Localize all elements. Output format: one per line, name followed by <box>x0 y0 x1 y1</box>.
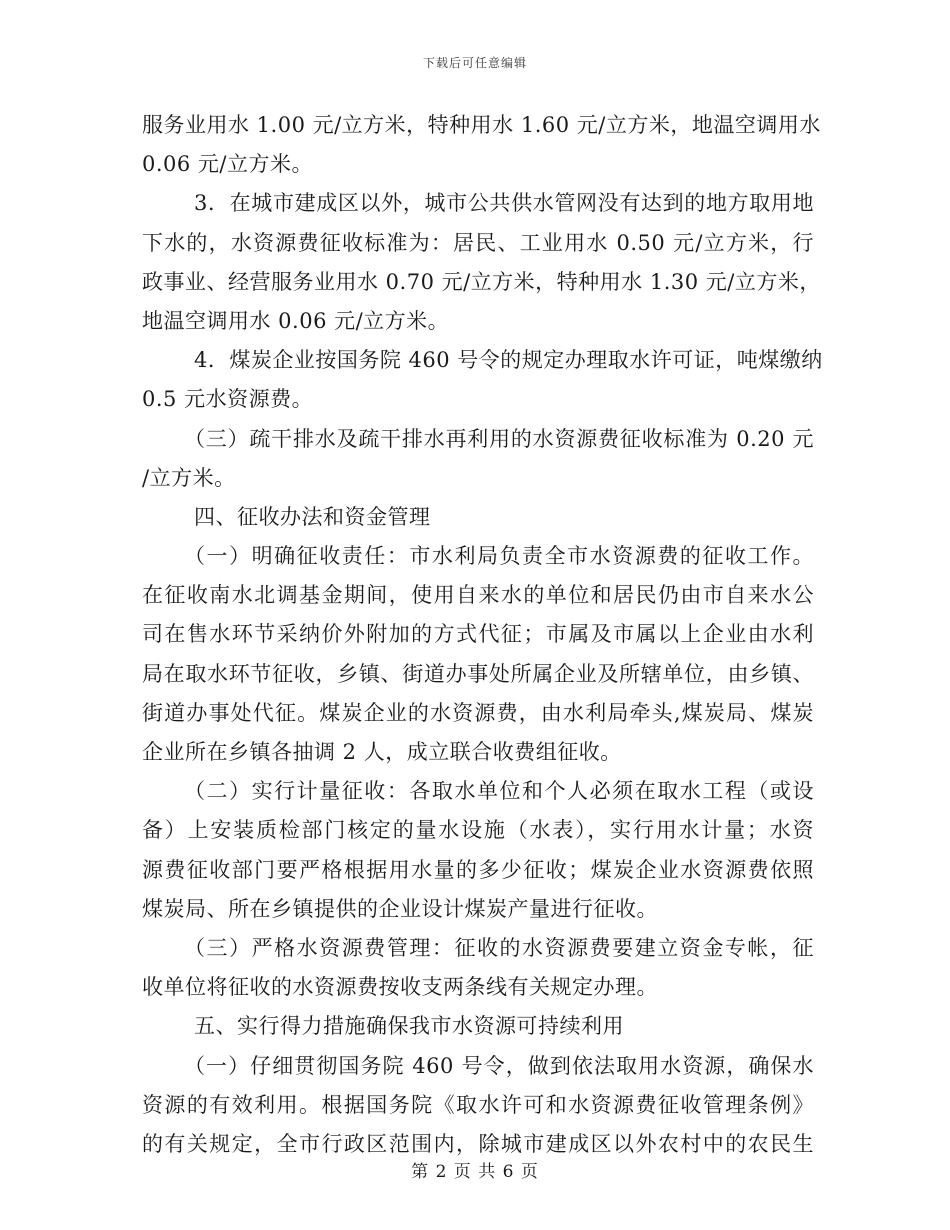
section-heading: 四、征收办法和资金管理 <box>194 504 431 529</box>
text-line: 煤炭局、所在乡镇提供的企业设计煤炭产量进行征收。 <box>142 896 658 921</box>
text-line: 司在售水环节采纳价外附加的方式代征；市属及市属以上企业由水利 <box>142 622 814 647</box>
text-line: （三）疏干排水及疏干排水再利用的水资源费征收标准为 0.20 元 <box>184 426 814 451</box>
text-line: 0.06 元/立方米。 <box>142 152 314 177</box>
text-line: 街道办事处代征。煤炭企业的水资源费，由水利局牵头,煤炭局、煤炭 <box>142 700 814 725</box>
text-line: 资源的有效利用。根据国务院《取水许可和水资源费征收管理条例》 <box>142 1092 814 1117</box>
text-line: 地温空调用水 0.06 元/立方米。 <box>142 308 450 333</box>
text-line: 的有关规定，全市行政区范围内，除城市建成区以外农村中的农民生 <box>142 1131 814 1156</box>
section-heading: 五、实行得力措施确保我市水资源可持续利用 <box>194 1014 624 1039</box>
text-line: 备）上安装质检部门核定的量水设施（水表），实行用水计量；水资 <box>142 818 814 843</box>
text-line: 源费征收部门要严格根据用水量的多少征收；煤炭企业水资源费依照 <box>142 857 814 882</box>
text-line: 4．煤炭企业按国务院 460 号令的规定办理取水许可证，吨煤缴纳 <box>194 348 823 373</box>
text-line: 政事业、经营服务业用水 0.70 元/立方米，特种用水 1.30 元/立方米， <box>142 269 821 294</box>
text-line: （一）仔细贯彻国务院 460 号令，做到依法取用水资源，确保水 <box>184 1053 814 1078</box>
page-header: 下载后可任意编辑 <box>422 56 527 70</box>
text-line: 在征收南水北调基金期间，使用自来水的单位和居民仍由市自来水公 <box>142 583 814 608</box>
text-line: 局在取水环节征收，乡镇、街道办事处所属企业及所辖单位，由乡镇、 <box>142 661 814 686</box>
text-line: 服务业用水 1.00 元/立方米，特种用水 1.60 元/立方米，地温空调用水 <box>142 113 821 137</box>
text-line: （三）严格水资源费管理：征收的水资源费要建立资金专帐，征 <box>184 935 814 960</box>
text-line: 3．在城市建成区以外，城市公共供水管网没有达到的地方取用地 <box>194 191 814 216</box>
text-line: （二）实行计量征收：各取水单位和个人必须在取水工程（或设 <box>184 779 814 804</box>
text-line: 收单位将征收的水资源费按收支两条线有关规定办理。 <box>142 975 658 1000</box>
text-line: 0.5 元水资源费。 <box>142 387 314 412</box>
text-line: 下水的，水资源费征收标准为：居民、工业用水 0.50 元/立方米，行 <box>142 230 814 255</box>
text-line: /立方米。 <box>142 465 236 490</box>
page-footer: 第 2 页 共 6 页 <box>411 1162 539 1182</box>
body-text <box>142 106 823 1164</box>
text-line: （一）明确征收责任：市水利局负责全市水资源费的征收工作。 <box>184 544 814 569</box>
text-line: 企业所在乡镇各抽调 2 人，成立联合收费组征收。 <box>142 740 622 764</box>
